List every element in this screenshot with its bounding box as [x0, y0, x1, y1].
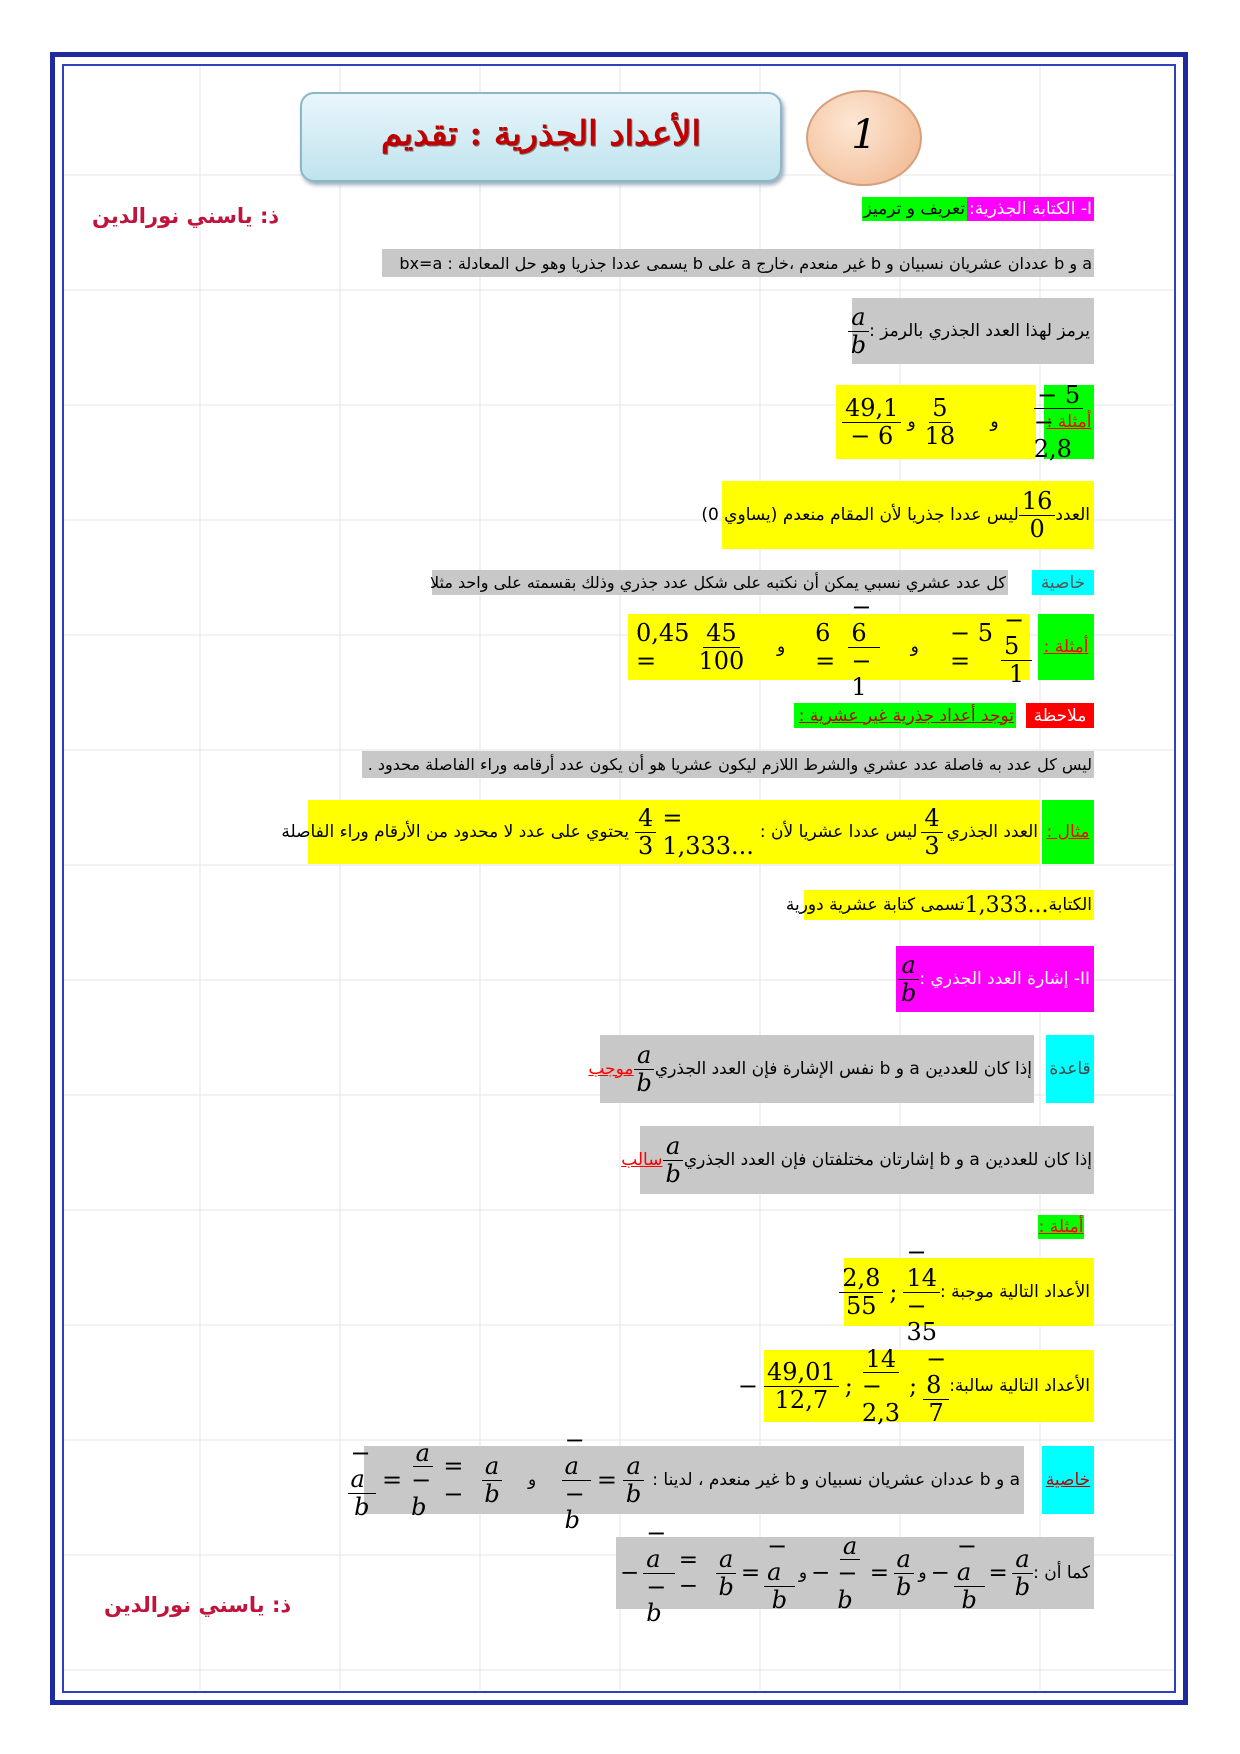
ex2-e2-fraction: $\frac{- 6}{- 1}$: [848, 594, 879, 701]
symbol-text: يرمز لهذا العدد الجذري بالرمز :: [869, 321, 1090, 341]
section-2-heading: [896, 946, 1094, 1012]
negative-math: − $\frac{49,01}{12,7}$ ; $\frac{14}{- 2,3}$ ; $\frac{- 8}{7}$: [738, 1346, 949, 1426]
examples-label-2: أمثلة :: [1038, 614, 1094, 680]
also-line: [616, 1518, 1094, 1627]
section-2-text: II- إشارة العدد الجذري :: [919, 969, 1090, 989]
not-rational-post: ليس عددا جذريا لأن المقام منعدم (يساوي 0): [701, 505, 1019, 525]
note-paragraph: [362, 751, 1094, 778]
also-text: كما أن :: [1033, 1563, 1090, 1583]
section-1-sublabel: تعريف و ترميز: [863, 199, 965, 219]
rule-label: قاعدة: [1046, 1035, 1094, 1103]
ex2-e3-fraction: $\frac{45}{100}$: [698, 619, 745, 675]
periodic-pre: الكتابة: [1048, 895, 1092, 915]
section-2-fraction: $\frac{a}{b}$: [898, 952, 919, 1006]
ex1-fraction-2: $\frac{5}{18}$: [924, 394, 956, 450]
ex1-fraction-3: $\frac{49,1}{- 6}$: [842, 395, 901, 449]
property-2-text: a و b عددان عشريان نسبيان و b غير منعدم ، لدينا :: [652, 1470, 1020, 1490]
positive-text: الأعداد التالية موجبة :: [940, 1282, 1090, 1302]
periodic-line: [785, 890, 1094, 920]
rule-2-text: إذا كان للعددين a و b إشارتان مختلفتان فإن العدد الجذري: [683, 1150, 1092, 1170]
examples-1-math: [842, 382, 1087, 462]
note-heading: [794, 703, 1016, 728]
example-math: $\frac{4}{3}$ = 1,333...: [635, 804, 754, 860]
rule-2-word: سالب: [621, 1150, 663, 1170]
positive-math: $\frac{2,8}{55}$ ; $\frac{- 14}{- 35}$: [839, 1239, 940, 1346]
lesson-number-badge: [806, 90, 922, 186]
rule-1-text: إذا كان للعددين a و b نفس الإشارة فإن العدد الجذري: [654, 1059, 1032, 1079]
not-rational-fraction: $\frac{16}{0}$: [1019, 488, 1056, 542]
property-label-2: خاصية: [1042, 1446, 1094, 1514]
property-2-math: $\frac{- a}{b}$ = $\frac{a}{- b}$ = − $\frac{a}{b}$ و $\frac{- a}{- b}$ = $\frac{a}{b}$: [348, 1427, 645, 1534]
note-paragraph-text: ليس كل عدد به فاصلة عدد عشري والشرط اللازم ليكون عشريا هو أن يكون عدد أرقامه وراء الفاصلة محدود .: [367, 755, 1092, 774]
examples-2-box: [628, 592, 1030, 701]
property-1-text: كل عدد عشري نسبي يمكن أن نكتبه على شكل عدد جذري وذلك بقسمته على واحد مثلا: [429, 573, 1006, 592]
ex2-e1-fraction: $\frac{- 5}{1}$: [1001, 607, 1032, 687]
page-title: الأعداد الجذرية : تقديم: [381, 114, 701, 154]
negative-text: الأعداد التالية سالبة:: [949, 1376, 1090, 1396]
ex2-and-1: و: [910, 637, 919, 657]
rule-1-fraction: $\frac{a}{b}$: [634, 1042, 655, 1096]
rule-2-line: [621, 1126, 1094, 1194]
example-pre: العدد الجذري: [946, 822, 1038, 842]
not-rational-pre: العدد: [1055, 505, 1090, 525]
definition-line: [382, 249, 1094, 277]
examples-label-3: أمثلة :: [1038, 1217, 1084, 1237]
author-top: ذ: ياسني نورالدين: [92, 204, 280, 228]
periodic-post: تسمى كتابة عشرية دورية: [785, 895, 965, 915]
title-banner: [300, 92, 782, 182]
also-math: − $\frac{- a}{- b}$ = − $\frac{a}{b}$ = $\frac{- a}{b}$ و − $\frac{a}{- b}$ = $\frac{a}{b}$ و − $\frac{- a}{b}$ = $\frac{a}{b}$: [620, 1520, 1033, 1627]
section-1-heading: [862, 196, 1094, 222]
periodic-value: 1,333...: [964, 892, 1049, 918]
example-post: يحتوي على عدد لا محدود من الأرقام وراء الفاصلة: [281, 822, 630, 842]
lesson-number: 1: [851, 112, 877, 158]
ex1-and-2: و: [907, 412, 916, 432]
note-label: ملاحظة: [1026, 703, 1094, 728]
rule-2-fraction: $\frac{a}{b}$: [662, 1133, 683, 1187]
example-fraction: $\frac{4}{3}$: [921, 805, 942, 859]
symbol-fraction: $\frac{a}{b}$: [848, 304, 869, 358]
not-rational-line: [701, 481, 1094, 549]
ex1-fraction-1: $\frac{- 5}{- 2,8}$: [1031, 382, 1087, 462]
note-text: توجد أعداد جذرية غير عشرية :: [798, 705, 1014, 726]
property-label-1: خاصية: [1032, 570, 1094, 595]
ex2-e2-lhs: 6 =: [815, 619, 836, 675]
positive-line: [842, 1237, 1094, 1346]
symbol-line: [852, 298, 1094, 364]
definition-text: a و b عددان عشريان نسبيان و b غير منعدم ،خارج a على b يسمى عددا جذريا وهو حل المعادلة : bx=a: [399, 253, 1092, 273]
rule-1-line: [588, 1035, 1034, 1103]
negative-line: [737, 1344, 1094, 1427]
section-1-label: I- الكتابة الجذرية:: [969, 199, 1092, 219]
examples-2-math: [636, 594, 1032, 701]
ex2-and-2: و: [777, 637, 786, 657]
author-bottom: ذ: ياسني نورالدين: [104, 1593, 292, 1617]
rule-1-word: موجب: [588, 1059, 634, 1079]
example-line: [281, 800, 1040, 864]
example-mid: ليس عددا عشريا لأن :: [759, 822, 918, 842]
ex2-e3-lhs: 0,45 =: [636, 619, 690, 675]
examples-label-1: أمثلة :: [1044, 385, 1094, 459]
example-value: = 1,333...: [662, 804, 754, 860]
ex2-e1-lhs: − 5 =: [949, 619, 993, 675]
ex1-and-1: و: [990, 412, 999, 432]
property-2-line: [350, 1425, 1024, 1534]
property-1-line: [429, 570, 1008, 595]
example-label: مثال :: [1042, 800, 1094, 864]
